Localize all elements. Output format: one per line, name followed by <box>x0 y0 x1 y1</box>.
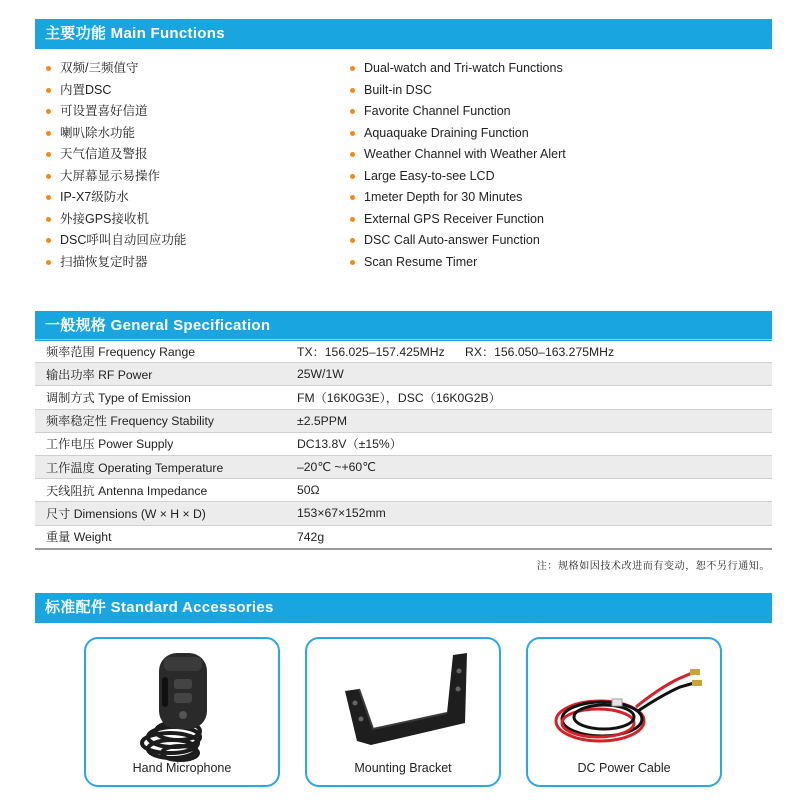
list-item <box>350 166 750 188</box>
function-label-cn: 内置DSC <box>60 82 112 97</box>
function-label-en: Favorite Channel Function <box>364 104 511 118</box>
main-functions-list-cn <box>46 58 336 273</box>
function-label-cn: 可设置喜好信道 <box>60 104 148 118</box>
bullet-icon <box>46 88 51 93</box>
main-functions-header: 主要功能 Main Functions <box>35 19 772 49</box>
spec-label: 输出功率 RF Power <box>46 367 153 382</box>
list-item <box>350 58 750 80</box>
bullet-icon <box>46 66 51 71</box>
spec-value: –20℃ ~+60℃ <box>297 460 376 475</box>
accessory-card-bracket <box>305 637 501 787</box>
function-label-en: Weather Channel with Weather Alert <box>364 147 566 161</box>
spec-label: 工作温度 Operating Temperature <box>46 460 224 475</box>
function-label-cn: 外接GPS接收机 <box>60 211 149 226</box>
function-label-cn: 大屏幕显示易操作 <box>60 168 161 183</box>
spec-value: ±2.5PPM <box>297 413 348 428</box>
table-row <box>35 363 772 386</box>
accessory-card-microphone <box>84 637 280 787</box>
bullet-icon <box>350 174 355 179</box>
list-item <box>350 209 750 231</box>
bullet-icon <box>46 131 51 136</box>
main-functions-list-en <box>350 58 750 273</box>
list-item <box>350 101 750 123</box>
spec-label: 频率稳定性 Frequency Stability <box>46 414 214 429</box>
bullet-icon <box>46 238 51 243</box>
spec-value: 25W/1W <box>297 367 344 382</box>
spec-label: 频率范围 Frequency Range <box>46 344 196 359</box>
function-label-en: DSC Call Auto-answer Function <box>364 233 540 247</box>
bullet-icon <box>350 109 355 114</box>
list-item <box>350 80 750 102</box>
bullet-icon <box>350 217 355 222</box>
list-item <box>350 252 750 274</box>
spec-table <box>35 339 772 549</box>
bullet-icon <box>46 195 51 200</box>
table-row <box>35 502 772 525</box>
accessory-label: Hand Microphone <box>132 761 232 775</box>
list-item <box>46 58 336 80</box>
bullet-icon <box>350 66 355 71</box>
list-item <box>46 230 336 252</box>
function-label-cn: 双频/三频值守 <box>60 61 139 75</box>
list-item <box>46 209 336 231</box>
list-item <box>350 123 750 145</box>
bullet-icon <box>350 238 355 243</box>
list-item <box>46 187 336 209</box>
bullet-icon <box>46 152 51 157</box>
spec-value: 742g <box>297 529 325 544</box>
list-item <box>350 144 750 166</box>
bullet-icon <box>350 152 355 157</box>
table-row <box>35 386 772 409</box>
accessory-label: DC Power Cable <box>577 761 671 775</box>
list-item <box>46 166 336 188</box>
function-label-en: Dual-watch and Tri-watch Functions <box>364 61 563 75</box>
list-item <box>350 187 750 209</box>
spec-label: 工作电压 Power Supply <box>46 437 174 452</box>
spec-value: 50Ω <box>297 483 320 498</box>
bullet-icon <box>46 260 51 265</box>
spec-value: TX：156.025–157.425MHz RX：156.050–163.275MHz <box>297 344 615 359</box>
list-item <box>46 101 336 123</box>
table-row <box>35 410 772 433</box>
function-label-en: Scan Resume Timer <box>364 254 478 269</box>
general-spec-header: 一般规格 General Specification <box>35 311 772 341</box>
function-label-en: Large Easy-to-see LCD <box>364 168 495 183</box>
accessories-header: 标准配件 Standard Accessories <box>35 593 772 623</box>
table-row <box>35 526 772 549</box>
function-label-en: 1meter Depth for 30 Minutes <box>364 190 523 204</box>
function-label-cn: DSC呼叫自动回应功能 <box>60 233 187 247</box>
function-label-en: External GPS Receiver Function <box>364 211 544 226</box>
bullet-icon <box>350 195 355 200</box>
spec-value: DC13.8V（±15%） <box>297 437 402 452</box>
bullet-icon <box>46 217 51 222</box>
accessory-label: Mounting Bracket <box>354 761 452 775</box>
function-label-cn: 扫描恢复定时器 <box>60 254 148 269</box>
bullet-icon <box>46 174 51 179</box>
bullet-icon <box>350 260 355 265</box>
spec-label: 重量 Weight <box>46 530 112 545</box>
list-item <box>350 230 750 252</box>
list-item <box>46 252 336 274</box>
function-label-cn: 喇叭除水功能 <box>60 125 136 140</box>
spec-value: FM（16K0G3E），DSC（16K0G2B） <box>297 390 501 405</box>
list-item <box>46 123 336 145</box>
spec-label: 天线阻抗 Antenna Impedance <box>46 483 208 498</box>
spec-note: 注：规格如因技术改进而有变动，恕不另行通知。 <box>536 561 770 572</box>
table-bottom-rule <box>35 548 772 550</box>
table-row <box>35 479 772 502</box>
bullet-icon <box>350 131 355 136</box>
bullet-icon <box>350 88 355 93</box>
accessory-card-cable <box>526 637 722 787</box>
function-label-en: Built-in DSC <box>364 82 433 97</box>
bullet-icon <box>46 109 51 114</box>
list-item <box>46 80 336 102</box>
table-row <box>35 433 772 456</box>
list-item <box>46 144 336 166</box>
function-label-cn: 天气信道及警报 <box>60 147 148 161</box>
function-label-en: Aquaquake Draining Function <box>364 125 529 140</box>
spec-label: 调制方式 Type of Emission <box>46 390 191 405</box>
table-row <box>35 340 772 363</box>
table-row <box>35 456 772 479</box>
spec-value: 153×67×152mm <box>297 506 386 521</box>
function-label-cn: IP-X7级防水 <box>60 190 129 204</box>
spec-label: 尺寸 Dimensions (W × H × D) <box>46 506 206 521</box>
